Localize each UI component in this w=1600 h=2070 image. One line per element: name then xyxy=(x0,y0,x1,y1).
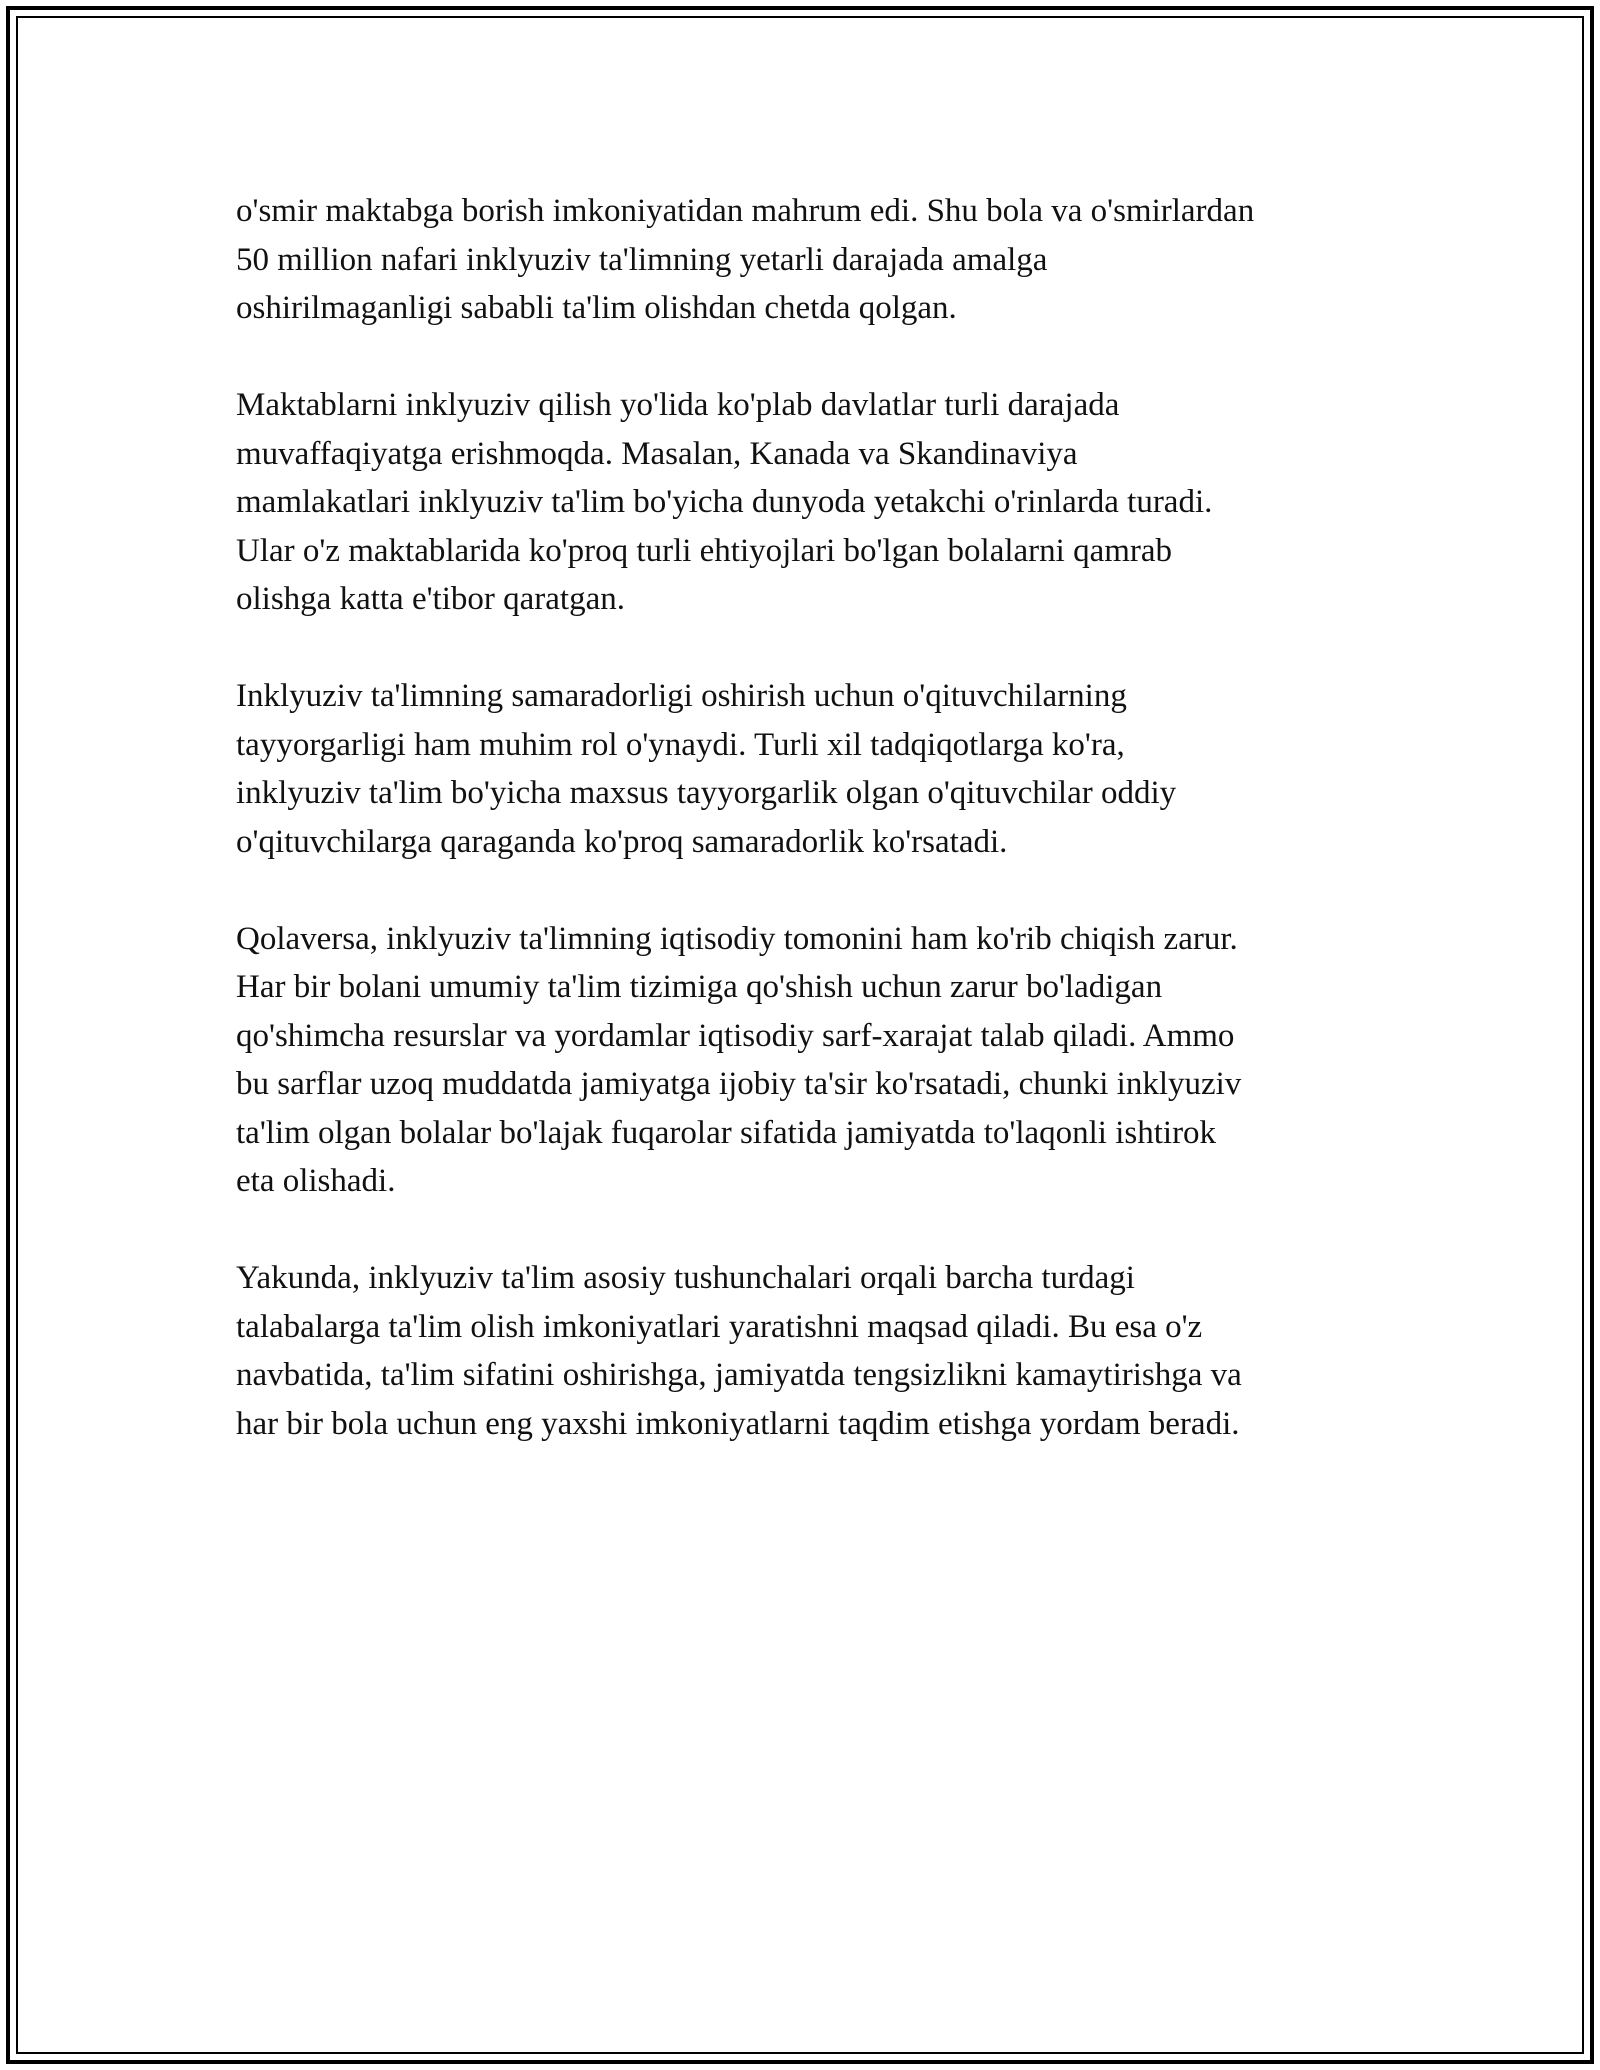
paragraph-line: Yakunda, inklyuziv ta'lim asosiy tushunchalari orqali barcha turdagi xyxy=(236,1260,1135,1296)
paragraph-line: Qolaversa, inklyuziv ta'limning iqtisodiy tomonini ham ko'rib chiqish zarur. xyxy=(236,920,1238,957)
paragraph-3 xyxy=(236,672,1376,866)
paragraph-line: o'smir maktabga borish imkoniyatidan mahrum edi. Shu bola va o'smirlardan xyxy=(236,193,1255,229)
paragraph-line: qo'shimcha resurslar va yordamlar iqtisodiy sarf-xarajat talab qiladi. Ammo xyxy=(236,1017,1235,1054)
paragraph-2 xyxy=(236,381,1376,624)
paragraph-line: Maktablarni inklyuziv qilish yo'lida ko'plab davlatlar turli darajada xyxy=(236,387,1120,423)
paragraph-line: bu sarflar uzoq muddatda jamiyatga ijobiy ta'sir ko'rsatadi, chunki inklyuziv xyxy=(236,1066,1242,1102)
paragraph-line: mamlakatlari inklyuziv ta'lim bo'yicha dunyoda yetakchi o'rinlarda turadi. xyxy=(236,484,1213,520)
paragraph-line: muvaffaqiyatga erishmoqda. Masalan, Kanada va Skandinaviya xyxy=(236,435,1078,472)
paragraph-line: navbatida, ta'lim sifatini oshirishga, jamiyatda tengsizlikni kamaytirishga va xyxy=(236,1357,1242,1393)
paragraph-line: o'qituvchilarga qaraganda ko'proq samaradorlik ko'rsatadi. xyxy=(236,823,1008,860)
paragraph-line: talabalarga ta'lim olish imkoniyatlari yaratishni maqsad qiladi. Bu esa o'z xyxy=(236,1308,1203,1345)
paragraph-4 xyxy=(236,915,1376,1206)
paragraph-line: 50 million nafari inklyuziv ta'limning yetarli darajada amalga xyxy=(236,241,1048,278)
paragraph-5 xyxy=(236,1254,1376,1448)
paragraph-line: Ular o'z maktablarida ko'proq turli ehtiyojlari bo'lgan bolalarni qamrab xyxy=(236,532,1173,569)
paragraph-line: inklyuziv ta'lim bo'yicha maxsus tayyorgarlik olgan o'qituvchilar oddiy xyxy=(236,775,1177,811)
paragraph-line: tayyorgarligi ham muhim rol o'ynaydi. Turli xil tadqiqotlarga ko'ra, xyxy=(236,726,1125,763)
paragraph-line: Har bir bolani umumiy ta'lim tizimiga qo'shish uchun zarur bo'ladigan xyxy=(236,969,1163,1005)
paragraph-line: olishga katta e'tibor qaratgan. xyxy=(236,581,625,617)
paragraph-line: ta'lim olgan bolalar bo'lajak fuqarolar sifatida jamiyatda to'laqonli ishtirok xyxy=(236,1114,1217,1151)
paragraph-line: oshirilmaganligi sababli ta'lim olishdan chetda qolgan. xyxy=(236,290,957,326)
paragraph-line: eta olishadi. xyxy=(236,1163,396,1199)
paragraph-line: har bir bola uchun eng yaxshi imkoniyatlarni taqdim etishga yordam beradi. xyxy=(236,1405,1240,1442)
document-body xyxy=(236,187,1376,1497)
paragraph-line: Inklyuziv ta'limning samaradorligi oshirish uchun o'qituvchilarning xyxy=(236,678,1127,714)
paragraph-1 xyxy=(236,187,1376,333)
